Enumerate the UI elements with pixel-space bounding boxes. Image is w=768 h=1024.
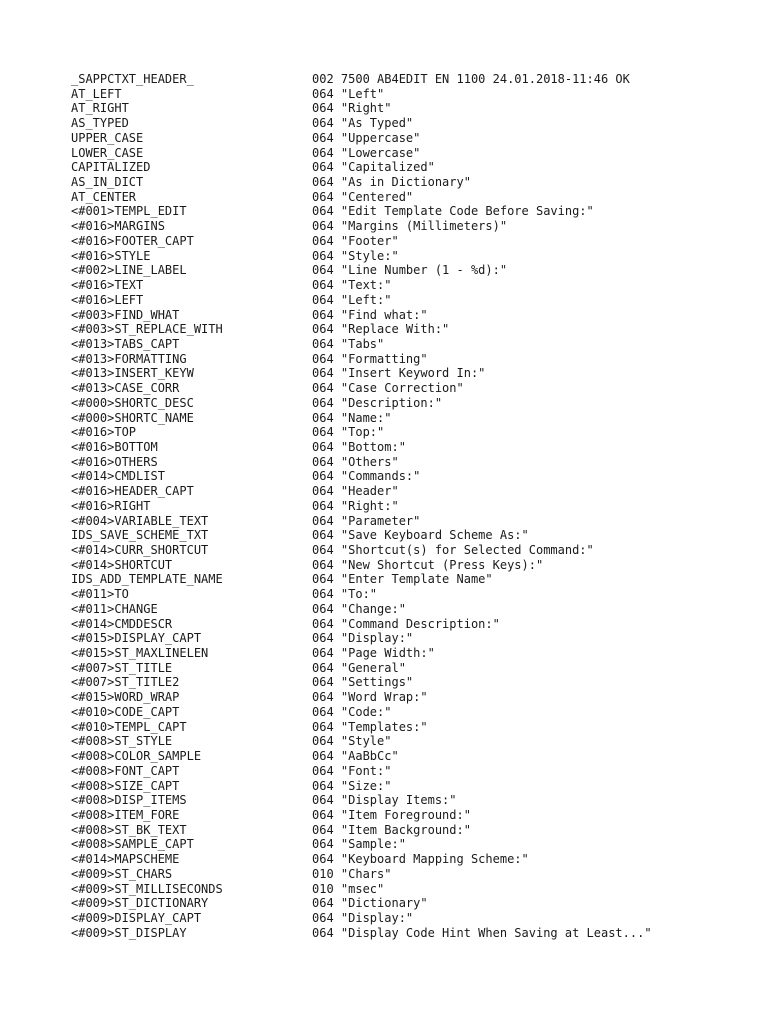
text-line bbox=[71, 617, 751, 632]
line-value: 064 "Display:" bbox=[312, 910, 414, 925]
line-value: 064 "Page Width:" bbox=[312, 646, 435, 661]
line-key: <#008>COLOR_SAMPLE bbox=[71, 749, 202, 764]
text-line bbox=[71, 587, 751, 602]
line-key: <#007>ST_TITLE bbox=[71, 660, 173, 675]
line-value: 010 "Chars" bbox=[312, 866, 392, 881]
text-line bbox=[71, 175, 751, 190]
line-key: <#001>TEMPL_EDIT bbox=[71, 204, 187, 219]
text-line bbox=[71, 308, 751, 323]
text-listing bbox=[71, 72, 751, 940]
text-line bbox=[71, 366, 751, 381]
line-key: <#009>ST_DICTIONARY bbox=[71, 896, 209, 911]
line-value: 064 "Case Correction" bbox=[312, 381, 464, 396]
text-line bbox=[71, 278, 751, 293]
line-value: 064 "Line Number (1 - %d):" bbox=[312, 263, 508, 278]
line-key: <#016>FOOTER_CAPT bbox=[71, 233, 194, 248]
line-value: 064 "Style:" bbox=[312, 248, 399, 263]
line-key: <#016>BOTTOM bbox=[71, 439, 158, 454]
line-value: 064 "Edit Template Code Before Saving:" bbox=[312, 204, 594, 219]
line-key: <#016>STYLE bbox=[71, 248, 151, 263]
line-key: LOWER_CASE bbox=[71, 145, 144, 160]
text-line bbox=[71, 116, 751, 131]
line-key: <#016>TEXT bbox=[71, 278, 144, 293]
line-value: 064 "Left" bbox=[312, 86, 385, 101]
line-value: 064 "Item Foreground:" bbox=[312, 807, 471, 822]
text-line bbox=[71, 160, 751, 175]
text-line bbox=[71, 469, 751, 484]
text-line bbox=[71, 837, 751, 852]
text-line bbox=[71, 190, 751, 205]
line-key: <#008>SAMPLE_CAPT bbox=[71, 837, 194, 852]
line-value: 064 "Size:" bbox=[312, 778, 392, 793]
text-line bbox=[71, 249, 751, 264]
line-key: <#002>LINE_LABEL bbox=[71, 263, 187, 278]
line-value: 064 "Sample:" bbox=[312, 837, 406, 852]
text-line bbox=[71, 705, 751, 720]
text-line bbox=[71, 911, 751, 926]
line-key: <#014>CURR_SHORTCUT bbox=[71, 543, 209, 557]
line-value: 064 "Item Background:" bbox=[312, 822, 471, 837]
line-key: <#003>ST_REPLACE_WITH bbox=[71, 322, 223, 337]
line-key: <#008>ITEM_FORE bbox=[71, 807, 180, 822]
text-line bbox=[71, 749, 751, 764]
line-value: 064 "Right:" bbox=[312, 498, 399, 513]
line-value: 064 "Dictionary" bbox=[312, 896, 428, 911]
line-key: <#016>TOP bbox=[71, 425, 137, 440]
text-line bbox=[71, 337, 751, 352]
line-key: <#009>ST_DISPLAY bbox=[71, 925, 187, 940]
line-key: <#003>FIND_WHAT bbox=[71, 307, 180, 322]
line-value: 064 "Find what:" bbox=[312, 307, 428, 322]
line-value: 064 "As in Dictionary" bbox=[312, 175, 471, 190]
text-line bbox=[71, 514, 751, 529]
text-line bbox=[71, 101, 751, 116]
line-value: 064 "Centered" bbox=[312, 189, 414, 204]
text-line bbox=[71, 882, 751, 897]
line-key: CAPITALIZED bbox=[71, 160, 151, 175]
line-value: 064 "Tabs" bbox=[312, 336, 385, 351]
text-line bbox=[71, 528, 751, 543]
line-key: <#011>TO bbox=[71, 587, 129, 602]
line-key: <#013>CASE_CORR bbox=[71, 381, 180, 396]
text-line bbox=[71, 602, 751, 617]
text-line bbox=[71, 631, 751, 646]
line-value: 064 "Change:" bbox=[312, 601, 406, 616]
line-key: <#009>ST_MILLISECONDS bbox=[71, 881, 223, 896]
line-value: 064 "Others" bbox=[312, 454, 399, 469]
line-value: 064 "Command Description:" bbox=[312, 616, 500, 631]
text-line bbox=[71, 572, 751, 587]
line-value: 064 "Right" bbox=[312, 101, 392, 116]
line-key: <#010>TEMPL_CAPT bbox=[71, 719, 187, 734]
line-value: 064 "Style" bbox=[312, 734, 392, 749]
text-line bbox=[71, 322, 751, 337]
line-value: 064 "Name:" bbox=[312, 410, 392, 425]
line-value: 064 "Top:" bbox=[312, 425, 385, 440]
text-line bbox=[71, 440, 751, 455]
line-key: <#016>RIGHT bbox=[71, 498, 151, 513]
line-key: AT_LEFT bbox=[71, 86, 122, 101]
line-key: <#008>ST_BK_TEXT bbox=[71, 822, 187, 837]
text-line bbox=[71, 823, 751, 838]
line-key: <#013>FORMATTING bbox=[71, 351, 187, 366]
line-key: <#013>INSERT_KEYW bbox=[71, 366, 194, 381]
text-line bbox=[71, 867, 751, 882]
line-value: 064 "Insert Keyword In:" bbox=[312, 366, 486, 381]
text-line bbox=[71, 808, 751, 823]
line-key: <#016>HEADER_CAPT bbox=[71, 484, 194, 499]
line-key: IDS_SAVE_SCHEME_TXT bbox=[71, 528, 209, 543]
line-key: <#008>ST_STYLE bbox=[71, 734, 173, 749]
line-value: 064 "Code:" bbox=[312, 704, 392, 719]
line-value: 064 "As Typed" bbox=[312, 116, 414, 131]
line-key: <#008>DISP_ITEMS bbox=[71, 793, 187, 808]
text-line bbox=[71, 396, 751, 411]
text-line bbox=[71, 734, 751, 749]
line-key: <#000>SHORTC_DESC bbox=[71, 395, 194, 410]
line-key: IDS_ADD_TEMPLATE_NAME bbox=[71, 572, 223, 587]
text-line bbox=[71, 764, 751, 779]
text-line bbox=[71, 204, 751, 219]
line-value: 064 "Commands:" bbox=[312, 469, 421, 484]
line-value: 064 "General" bbox=[312, 660, 406, 675]
text-line bbox=[71, 219, 751, 234]
line-value: 064 "Formatting" bbox=[312, 351, 428, 366]
text-line bbox=[71, 352, 751, 367]
text-line bbox=[71, 293, 751, 308]
text-line bbox=[71, 646, 751, 661]
text-line bbox=[71, 381, 751, 396]
line-value: 064 "Left:" bbox=[312, 292, 392, 307]
line-value: 064 "Capitalized" bbox=[312, 160, 435, 175]
line-key: <#010>CODE_CAPT bbox=[71, 704, 180, 719]
line-key: _SAPPCTXT_HEADER_ bbox=[71, 72, 194, 86]
line-key: <#014>SHORTCUT bbox=[71, 557, 173, 572]
text-line bbox=[71, 690, 751, 705]
line-key: AT_RIGHT bbox=[71, 101, 129, 116]
line-value: 064 "Settings" bbox=[312, 675, 414, 690]
line-value: 064 "Display Code Hint When Saving at Least..." bbox=[312, 925, 652, 940]
line-key: <#016>LEFT bbox=[71, 292, 144, 307]
line-key: <#009>DISPLAY_CAPT bbox=[71, 910, 202, 925]
line-value: 064 "Description:" bbox=[312, 395, 443, 410]
line-key: <#014>CMDDESCR bbox=[71, 616, 173, 631]
line-key: <#015>DISPLAY_CAPT bbox=[71, 631, 202, 646]
line-value: 064 "Shortcut(s) for Selected Command:" bbox=[312, 543, 594, 557]
line-key: <#007>ST_TITLE2 bbox=[71, 675, 180, 690]
line-key: <#014>MAPSCHEME bbox=[71, 852, 180, 867]
line-key: <#008>FONT_CAPT bbox=[71, 763, 180, 778]
line-value: 064 "Keyboard Mapping Scheme:" bbox=[312, 852, 529, 867]
line-value: 064 "Uppercase" bbox=[312, 130, 421, 145]
line-key: AT_CENTER bbox=[71, 189, 137, 204]
line-key: UPPER_CASE bbox=[71, 130, 144, 145]
line-value: 064 "Header" bbox=[312, 484, 399, 499]
text-line bbox=[71, 543, 751, 558]
text-line bbox=[71, 558, 751, 573]
text-line bbox=[71, 484, 751, 499]
line-value: 002 7500 AB4EDIT EN 1100 24.01.2018-11:46 OK bbox=[312, 72, 630, 86]
line-value: 064 "Bottom:" bbox=[312, 439, 406, 454]
line-key: <#000>SHORTC_NAME bbox=[71, 410, 194, 425]
line-key: AS_TYPED bbox=[71, 116, 129, 131]
text-line bbox=[71, 896, 751, 911]
line-value: 064 "Word Wrap:" bbox=[312, 690, 428, 705]
line-key: <#016>OTHERS bbox=[71, 454, 158, 469]
line-value: 064 "AaBbCc" bbox=[312, 749, 399, 764]
text-line bbox=[71, 852, 751, 867]
text-line bbox=[71, 72, 751, 87]
line-key: <#014>CMDLIST bbox=[71, 469, 165, 484]
line-value: 064 "Font:" bbox=[312, 763, 392, 778]
line-value: 064 "Lowercase" bbox=[312, 145, 421, 160]
line-value: 010 "msec" bbox=[312, 881, 385, 896]
line-value: 064 "Parameter" bbox=[312, 513, 421, 528]
text-line bbox=[71, 661, 751, 676]
text-line bbox=[71, 779, 751, 794]
line-key: <#009>ST_CHARS bbox=[71, 866, 173, 881]
line-value: 064 "Save Keyboard Scheme As:" bbox=[312, 528, 529, 543]
line-key: <#016>MARGINS bbox=[71, 219, 165, 234]
text-line bbox=[71, 425, 751, 440]
line-key: <#013>TABS_CAPT bbox=[71, 336, 180, 351]
line-value: 064 "Footer" bbox=[312, 233, 399, 248]
line-key: <#011>CHANGE bbox=[71, 601, 158, 616]
text-line bbox=[71, 455, 751, 470]
line-key: AS_IN_DICT bbox=[71, 175, 144, 190]
text-line bbox=[71, 411, 751, 426]
text-line bbox=[71, 926, 751, 941]
text-line bbox=[71, 87, 751, 102]
line-key: <#015>ST_MAXLINELEN bbox=[71, 646, 209, 661]
line-value: 064 "Display Items:" bbox=[312, 793, 457, 808]
text-line bbox=[71, 720, 751, 735]
text-line bbox=[71, 234, 751, 249]
line-value: 064 "Margins (Millimeters)" bbox=[312, 219, 508, 234]
line-key: <#004>VARIABLE_TEXT bbox=[71, 513, 209, 528]
line-value: 064 "Templates:" bbox=[312, 719, 428, 734]
text-line bbox=[71, 793, 751, 808]
text-line bbox=[71, 675, 751, 690]
line-value: 064 "To:" bbox=[312, 587, 378, 602]
text-line bbox=[71, 263, 751, 278]
text-line bbox=[71, 146, 751, 161]
line-value: 064 "Display:" bbox=[312, 631, 414, 646]
text-line bbox=[71, 499, 751, 514]
text-line bbox=[71, 131, 751, 146]
line-value: 064 "Enter Template Name" bbox=[312, 572, 493, 587]
line-key: <#015>WORD_WRAP bbox=[71, 690, 180, 705]
line-key: <#008>SIZE_CAPT bbox=[71, 778, 180, 793]
line-value: 064 "Text:" bbox=[312, 278, 392, 293]
line-value: 064 "New Shortcut (Press Keys):" bbox=[312, 557, 544, 572]
line-value: 064 "Replace With:" bbox=[312, 322, 450, 337]
